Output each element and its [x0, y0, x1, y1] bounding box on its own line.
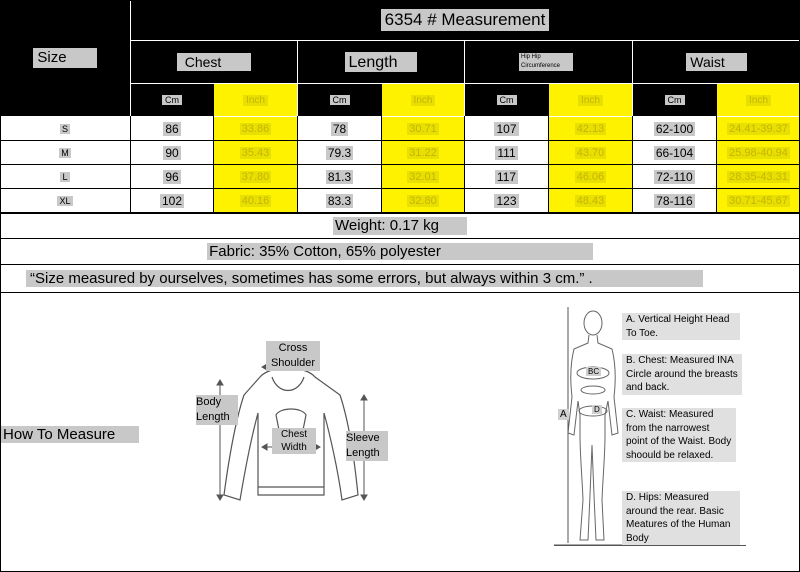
- table-cell: [465, 165, 548, 189]
- unit-cm-header: [131, 84, 213, 116]
- unit-label: Inch: [578, 95, 603, 106]
- column-line: [213, 116, 214, 213]
- cm-value: 96: [165, 170, 179, 184]
- size-value: L: [62, 172, 68, 182]
- unit-cm-header: [298, 84, 381, 116]
- size-cell: [0, 117, 130, 141]
- inch-value: 30.71-45.67: [729, 195, 788, 207]
- cm-value: 72-110: [656, 170, 693, 184]
- column-line: [464, 116, 465, 213]
- chest-header-label: Chest: [177, 53, 252, 71]
- cross-shoulder-label: Cross Shoulder: [266, 341, 320, 371]
- size-value: M: [61, 148, 69, 158]
- table-cell: [214, 117, 297, 141]
- figure-baseline: [554, 545, 746, 546]
- disclaimer-text: “Size measured by ourselves, sometimes has some errors, but always within 3 cm.” .: [26, 270, 703, 287]
- unit-label: Cm: [497, 95, 517, 105]
- cm-value: 81.3: [327, 170, 352, 184]
- length-header-label: Length: [345, 52, 418, 72]
- length-header: [298, 41, 464, 83]
- cm-value: 86: [165, 122, 179, 136]
- table-cell: [717, 141, 800, 165]
- title-row: [130, 0, 800, 40]
- figure-label-a: A: [560, 409, 567, 420]
- figure-label-c: C: [593, 367, 600, 376]
- inch-value: 30.71: [409, 123, 437, 135]
- how-to-label-wrap: [0, 426, 139, 444]
- unit-cm-header: [465, 84, 548, 116]
- note-b: B. Chest: Measured INA Circle around the breasts and back.: [622, 354, 742, 395]
- cm-value: 102: [161, 194, 183, 208]
- unit-label: Cm: [665, 95, 685, 105]
- inch-value: 37.80: [241, 171, 270, 183]
- cm-value: 123: [496, 194, 517, 208]
- unit-inch-header: [382, 84, 464, 116]
- table-cell: [382, 117, 464, 141]
- hip-header-label: Hip Hip Circumference: [519, 53, 573, 71]
- table-cell: [549, 117, 632, 141]
- waist-header: [633, 41, 800, 83]
- table-cell: [131, 141, 213, 165]
- table-cell: [465, 141, 548, 165]
- table-cell: [298, 165, 381, 189]
- note-d: D. Hips: Measured around the rear. Basic Meatures of the Human Body: [622, 491, 740, 545]
- unit-label: Inch: [243, 95, 268, 106]
- inch-value: 32.01: [409, 171, 437, 183]
- cm-value: 90: [165, 146, 179, 160]
- table-cell: [382, 141, 464, 165]
- table-cell: [131, 189, 213, 213]
- inch-value: 25.98-40.94: [729, 147, 788, 159]
- table-cell: [717, 189, 800, 213]
- size-cell: [0, 165, 130, 189]
- table-cell: [298, 189, 381, 213]
- inch-value: 31.22: [409, 147, 437, 159]
- cm-value: 79.3: [327, 146, 352, 160]
- table-cell: [465, 117, 548, 141]
- table-cell: [717, 117, 800, 141]
- hip-header: [465, 41, 632, 83]
- chest-header: [131, 41, 297, 83]
- table-cell: [214, 189, 297, 213]
- table-cell: [633, 117, 716, 141]
- cm-value: 83.3: [327, 194, 352, 208]
- cm-value: 107: [496, 122, 517, 136]
- size-value: XL: [59, 196, 71, 206]
- table-cell: [633, 141, 716, 165]
- inch-value: 43.70: [576, 147, 605, 159]
- figure-label-b: B: [588, 367, 594, 376]
- inch-value: 24.41-39.37: [729, 123, 788, 135]
- size-cell: [0, 189, 130, 213]
- column-line: [297, 116, 298, 213]
- table-cell: [633, 189, 716, 213]
- inch-value: 35.43: [241, 147, 270, 159]
- body-length-label: Body Length: [196, 395, 238, 425]
- unit-inch-header: [717, 84, 800, 116]
- disclaimer-row: [0, 265, 800, 292]
- cm-value: 111: [497, 146, 516, 160]
- table-cell: [298, 141, 381, 165]
- inch-value: 32.80: [409, 195, 437, 207]
- row-line: [0, 292, 800, 293]
- size-cell: [0, 141, 130, 165]
- table-cell: [382, 189, 464, 213]
- size-header-label: Size: [33, 48, 96, 67]
- table-cell: [131, 117, 213, 141]
- inch-value: 40.16: [241, 195, 270, 207]
- fabric-text: Fabric: 35% Cotton, 65% polyester: [207, 243, 593, 260]
- table-cell: [214, 165, 297, 189]
- note-a: A. Vertical Height Head To Toe.: [622, 313, 740, 340]
- page-title: 6354 # Measurement: [381, 9, 550, 31]
- fabric-row: [0, 239, 800, 264]
- table-cell: [717, 165, 800, 189]
- unit-label: Inch: [746, 95, 771, 106]
- column-line: [632, 116, 633, 213]
- inch-value: 28.35-43.31: [729, 171, 788, 183]
- inch-value: 46.06: [576, 171, 605, 183]
- unit-label: Cm: [330, 95, 350, 105]
- unit-inch-header: [549, 84, 632, 116]
- table-cell: [214, 141, 297, 165]
- column-line: [716, 116, 717, 213]
- table-cell: [549, 189, 632, 213]
- inch-value: 33.86: [241, 123, 270, 135]
- column-line: [548, 116, 549, 213]
- cm-value: 78: [332, 122, 347, 136]
- note-c: C. Waist: Measured from the narrowest point of the Waist. Body shoould be relaxed.: [622, 408, 736, 462]
- unit-label: Inch: [411, 95, 436, 106]
- how-to-label: How To Measure: [0, 426, 139, 443]
- weight-row: [0, 214, 800, 238]
- column-line: [130, 116, 131, 213]
- table-cell: [382, 165, 464, 189]
- size-header: [0, 0, 130, 116]
- waist-header-label: Waist: [686, 53, 746, 71]
- cm-value: 62-100: [655, 122, 694, 136]
- table-cell: [549, 141, 632, 165]
- figure-label-bc: [586, 367, 601, 376]
- unit-cm-header: [633, 84, 716, 116]
- inch-value: 48.43: [576, 195, 605, 207]
- column-line: [381, 116, 382, 213]
- sleeve-length-label: Sleeve Length: [346, 431, 388, 461]
- table-cell: [633, 165, 716, 189]
- size-value: S: [61, 124, 68, 134]
- unit-inch-header: [214, 84, 297, 116]
- cm-value: 66-104: [655, 146, 694, 160]
- table-cell: [465, 189, 548, 213]
- inch-value: 42.13: [576, 123, 605, 135]
- weight-text: Weight: 0.17 kg: [333, 217, 467, 234]
- unit-label: Cm: [162, 95, 182, 105]
- figure-label-d: D: [594, 405, 600, 414]
- chest-width-label: Chest Width: [272, 428, 316, 454]
- cm-value: 78-116: [656, 194, 693, 208]
- table-cell: [131, 165, 213, 189]
- body-figure: [550, 305, 630, 547]
- cm-value: 117: [496, 170, 517, 184]
- table-cell: [298, 117, 381, 141]
- table-cell: [549, 165, 632, 189]
